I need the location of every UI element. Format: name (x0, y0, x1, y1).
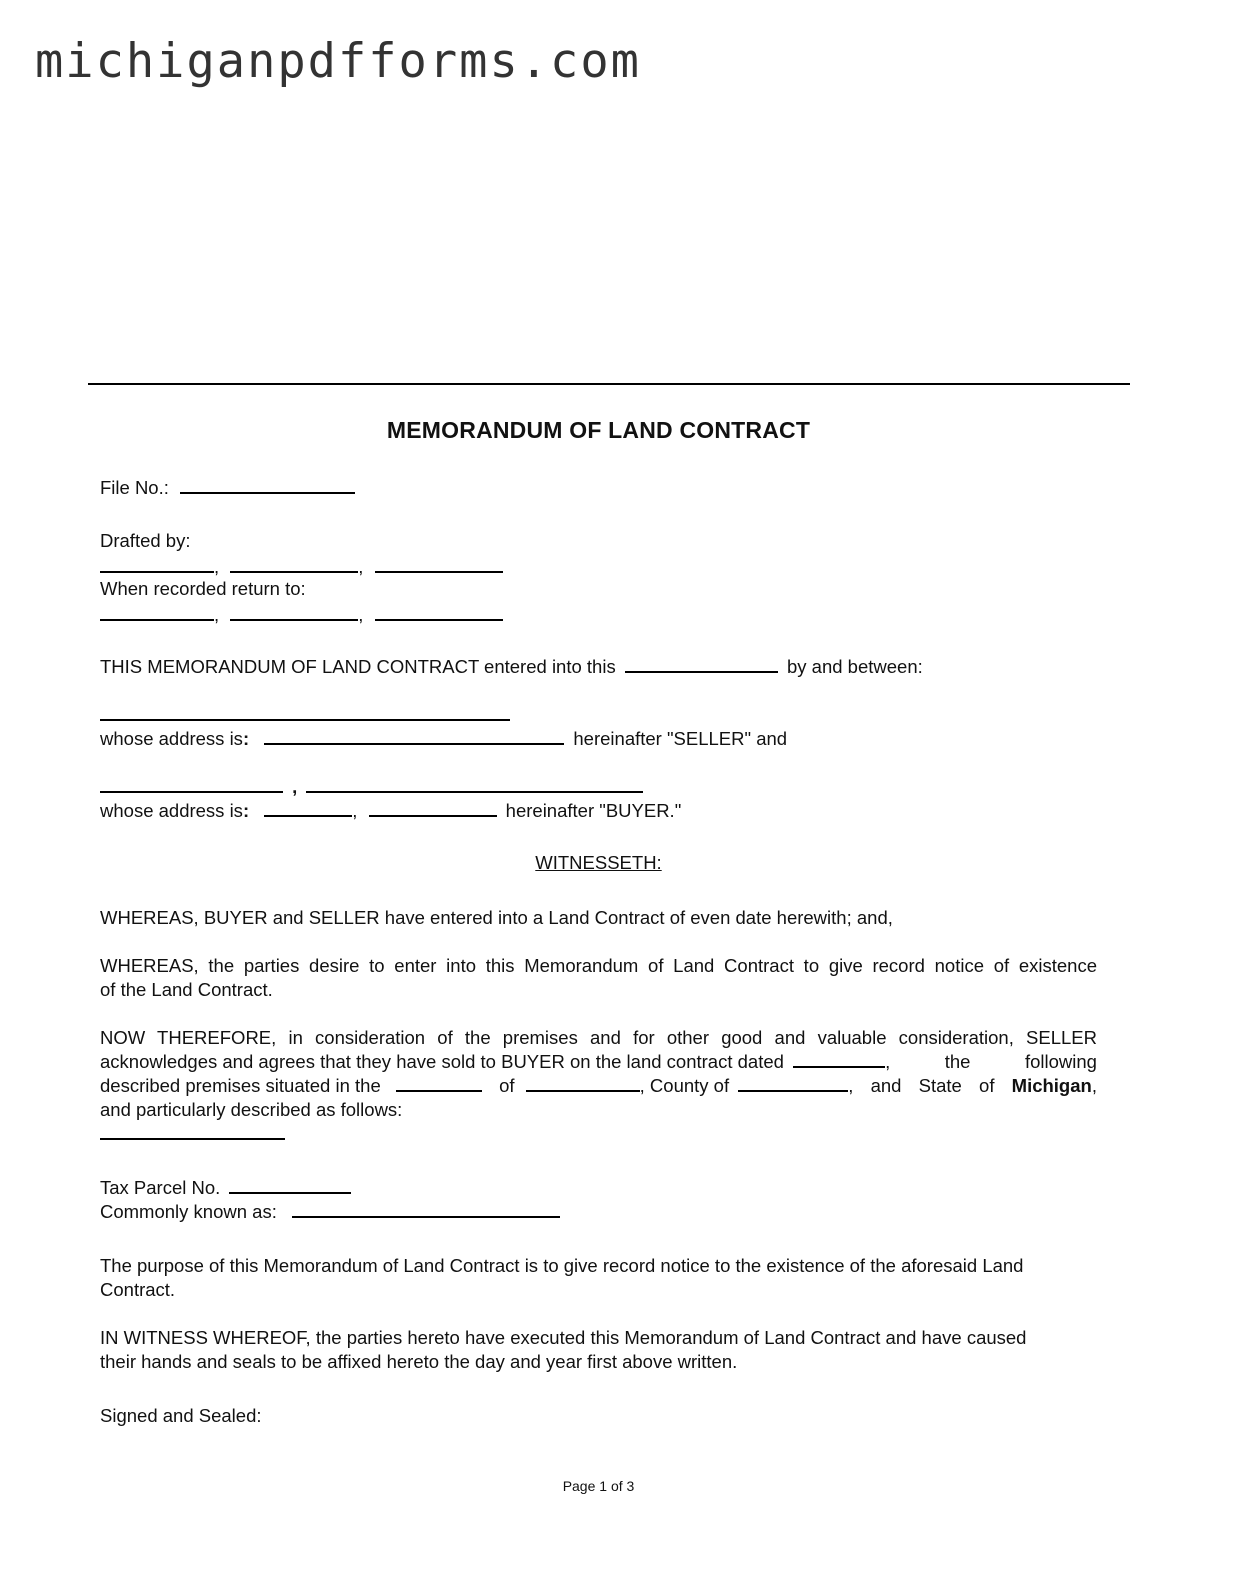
watermark-logo: michiganpdfforms.com (35, 34, 641, 89)
state-name: Michigan (1011, 1075, 1092, 1096)
page-number: Page 1 of 3 (562, 1478, 635, 1494)
return-to-name-field[interactable] (100, 603, 214, 621)
now-therefore-paragraph: NOW THEREFORE, in consideration of the premises and for other good and valuable consideration, SELLER acknowledges and agrees that they have sold to BUYER on the land contract dated , the following described premises situated in the of , County of , and State of Michigan, and particularly described as follows: (100, 1027, 1097, 1120)
file-no-row (100, 476, 355, 500)
land-contract-date-field[interactable] (793, 1050, 885, 1068)
drafted-by-name-field[interactable] (100, 555, 214, 573)
witnesseth-heading: WITNESSETH: (535, 852, 662, 873)
drafted-by-city-field[interactable] (375, 555, 503, 573)
whereas-1: WHEREAS, BUYER and SELLER have entered into a Land Contract of even date herewith; and, (100, 907, 893, 928)
purpose-line-1: The purpose of this Memorandum of Land Contract is to give record notice to the existence of the aforesaid Land (100, 1255, 1024, 1276)
seller-address-field[interactable] (264, 727, 564, 745)
legal-description-row (100, 1122, 285, 1146)
signed-sealed: Signed and Sealed: (100, 1405, 262, 1426)
file-no-label: File No.: (100, 477, 169, 498)
drafted-by-label: Drafted by: (100, 530, 191, 551)
buyer-name-field[interactable] (100, 775, 283, 793)
tax-parcel-row: Tax Parcel No. (100, 1176, 351, 1200)
header-divider (88, 383, 1130, 385)
seller-role: hereinafter "SELLER" and (573, 728, 788, 749)
tax-parcel-field[interactable] (229, 1176, 351, 1194)
buyer-address-row: whose address is: , hereinafter "BUYER." (100, 800, 682, 821)
witness-line-2: their hands and seals to be affixed hereto the day and year first above written. (100, 1351, 738, 1372)
buyer-name-2-field[interactable] (306, 775, 643, 793)
return-to-city-field[interactable] (375, 603, 503, 621)
purpose-line-2: Contract. (100, 1279, 176, 1300)
seller-name-row (100, 703, 510, 727)
whereas-2: WHEREAS, the parties desire to enter into this Memorandum of Land Contract to give record notice of existence of the Land Contract. (100, 955, 1097, 1000)
drafted-by-fields: , , (100, 555, 503, 579)
buyer-address-field[interactable] (264, 799, 352, 817)
when-recorded-label: When recorded return to: (100, 578, 306, 599)
seller-address-row: whose address is: hereinafter "SELLER" and (100, 728, 788, 749)
return-to-address-field[interactable] (230, 603, 358, 621)
commonly-known-row: Commonly known as: (100, 1200, 560, 1224)
municipality-name-field[interactable] (526, 1074, 640, 1092)
document-title: MEMORANDUM OF LAND CONTRACT (386, 417, 811, 443)
commonly-known-field[interactable] (292, 1200, 560, 1218)
drafted-by-address-field[interactable] (230, 555, 358, 573)
seller-name-field[interactable] (100, 703, 510, 721)
buyer-city-field[interactable] (369, 799, 497, 817)
contract-date-field[interactable] (625, 655, 778, 673)
intro-line: THIS MEMORANDUM OF LAND CONTRACT entered into this by and between: (100, 656, 923, 677)
file-no-field[interactable] (180, 476, 355, 494)
legal-description-field[interactable] (100, 1122, 285, 1140)
county-field[interactable] (738, 1074, 848, 1092)
return-to-fields: , , (100, 603, 503, 627)
buyer-name-row: , (100, 775, 643, 799)
witness-line-1: IN WITNESS WHEREOF, the parties hereto have executed this Memorandum of Land Contract and have caused (100, 1327, 1027, 1348)
buyer-role: hereinafter "BUYER." (505, 800, 682, 821)
municipality-type-field[interactable] (396, 1074, 482, 1092)
